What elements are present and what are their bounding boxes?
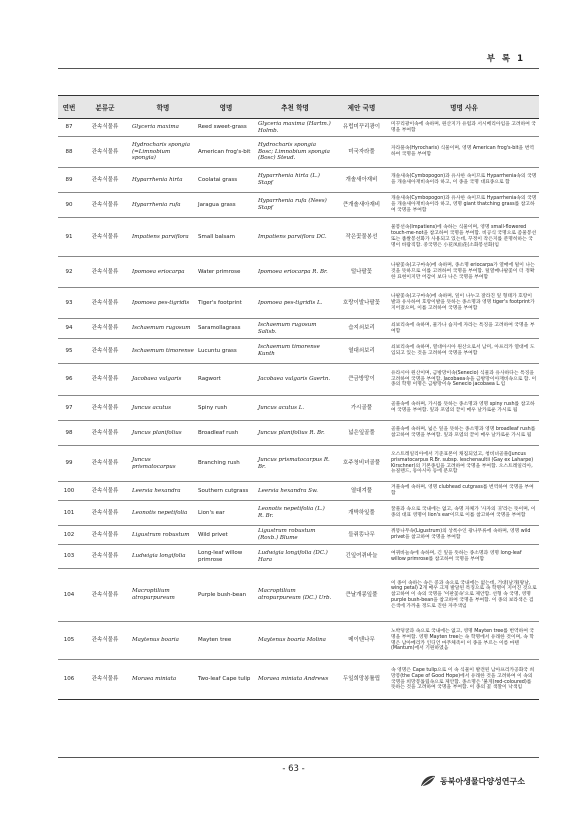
row-recommended-name: Jacobaea vulgaris Gaertn. bbox=[256, 364, 334, 396]
row-naming-reason: 골풀속에 속하며, 넓은 잎을 뜻하는 종소명과 영명 broadleaf rush를 참고하여 국명을 부여함. 잎과 포엽의 끝이 매우 날카로운 가시로 됨 bbox=[389, 421, 539, 446]
row-korean-name: 호주청비녀골풀 bbox=[334, 446, 389, 482]
row-naming-reason: 나팔꽃속(고구마속)에 속하며, 잎이 나누고 잘라진 잎 형태가 호랑이 발과 유사하여 호랑이발을 뜻하는 종소명과 영명 tiger's footprint가 지어졌으며, 이를 고려하여 국명을 부여함 bbox=[389, 288, 539, 319]
table-header-row bbox=[58, 96, 539, 119]
table-row bbox=[58, 119, 539, 137]
row-english-name: Saramollagrass bbox=[196, 319, 256, 339]
row-scientific-name: Ludwigia longifolia bbox=[130, 545, 196, 569]
row-naming-reason: 물봉선속(Impatiens)에 속하는 식물이며, 영명 small-flowered touch-me-not을 참고하여 국명을 부여함. 비공식 국명으로 좀물봉선 또는 좁쌀봉선화가 사용되고 있는데, 꾸정이 작은지를 분명히하는 국명이 바람직함. 중국명은 小花凤仙花(소화봉선화)임 bbox=[389, 218, 539, 257]
row-naming-reason: 겨풀속에 속하며, 영명 clubhead cutgrass를 번역하여 국명을 부여함 bbox=[389, 482, 539, 501]
row-group: 관속식물류 bbox=[80, 364, 130, 396]
row-recommended-name: Macroptilium atropurpureum (DC.) Urb. bbox=[256, 569, 334, 622]
row-number: 91 bbox=[58, 218, 80, 257]
row-scientific-name: Juncus acutus bbox=[130, 396, 196, 421]
row-number: 87 bbox=[58, 119, 80, 137]
row-number: 106 bbox=[58, 660, 80, 700]
row-number: 102 bbox=[58, 526, 80, 545]
row-scientific-name: Hyparrhenia hirta bbox=[130, 168, 196, 193]
row-number: 93 bbox=[58, 288, 80, 319]
row-english-name: Coolatai grass bbox=[196, 168, 256, 193]
row-korean-name: 호랑이발나팔꽃 bbox=[334, 288, 389, 319]
row-scientific-name: Maytenus boaria bbox=[130, 622, 196, 660]
row-naming-reason: 쇠보리속에 속하며, 열대아시아 원산으로서 남미, 아프리카 열대에 도입되고 있는 것을 고려하여 국명을 부여함 bbox=[389, 339, 539, 364]
row-scientific-name: Ischaemum rugosum bbox=[130, 319, 196, 339]
row-english-name: Broadleaf rush bbox=[196, 421, 256, 446]
row-korean-name: 열대겨풀 bbox=[334, 482, 389, 501]
row-group: 관속식물류 bbox=[80, 119, 130, 137]
row-group: 관속식물류 bbox=[80, 288, 130, 319]
row-korean-name: 가시골풀 bbox=[334, 396, 389, 421]
table-row bbox=[58, 482, 539, 501]
row-number: 97 bbox=[58, 396, 80, 421]
header-no: 연번 bbox=[58, 96, 80, 119]
row-korean-name: 큰날개콩잎풀 bbox=[334, 569, 389, 622]
row-english-name: Two-leaf Cape tulip bbox=[196, 660, 256, 700]
row-number: 96 bbox=[58, 364, 80, 396]
row-korean-name: 미국자라풀 bbox=[334, 137, 389, 168]
page-number: - 63 - bbox=[282, 764, 305, 774]
row-english-name: Purple bush-bean bbox=[196, 569, 256, 622]
row-group: 관속식물류 bbox=[80, 482, 130, 501]
row-korean-name: 큰개솔새아재비 bbox=[334, 193, 389, 218]
row-scientific-name: Leonotis nepetifolia bbox=[130, 501, 196, 526]
row-group: 관속식물류 bbox=[80, 137, 130, 168]
header-scientific-name: 학명 bbox=[130, 96, 196, 119]
row-recommended-name: Ischaemum rugosum Salisb. bbox=[256, 319, 334, 339]
table-body bbox=[58, 119, 539, 700]
row-naming-reason: 자라풀속(Hyrocharis) 식물이며, 영명 American frog's-bit을 번역하여 국명을 부여함 bbox=[389, 137, 539, 168]
row-naming-reason: 쥐똥나무속(Ligustrum)의 상록수인 광나무류에 속하며, 영명 wild privet을 참고하여 국명을 부여함 bbox=[389, 526, 539, 545]
row-english-name: Southern cutgrass bbox=[196, 482, 256, 501]
row-group: 관속식물류 bbox=[80, 257, 130, 288]
species-table bbox=[58, 95, 539, 700]
row-number: 100 bbox=[58, 482, 80, 501]
row-scientific-name: Glyceria maxima bbox=[130, 119, 196, 137]
header-recommended-name: 추천 학명 bbox=[256, 96, 334, 119]
table-row bbox=[58, 396, 539, 421]
row-english-name: Spiny rush bbox=[196, 396, 256, 421]
row-scientific-name: Hydrocharis spongia (=Limnobium spongia) bbox=[130, 137, 196, 168]
row-naming-reason: 오스트레일리아에서 기준표본이 채집되었고, 청비녀골풀(Juncus prismatocarpus R.Br. subsp. leschenaultii (Gay ex Laharpe) Kirschner)의 기본종임을 고려하여 국명을 부여함. 오스트레일리아, 뉴질랜드, 동아시아 등에 분포함 bbox=[389, 446, 539, 482]
institute-logo bbox=[419, 774, 525, 788]
row-number: 104 bbox=[58, 569, 80, 622]
appendix-label: 부 록 1 bbox=[486, 54, 525, 64]
table-row bbox=[58, 137, 539, 168]
row-naming-reason: 꿀풀과 속으로 국내에는 없고, 속명 자체가 '사자의 귀'라는 뜻이며, 이 종의 대표 영명이 lion's ear이므로 이를 참고하여 국명을 부여함 bbox=[389, 501, 539, 526]
header-korean-name: 제안 국명 bbox=[334, 96, 389, 119]
row-group: 관속식물류 bbox=[80, 421, 130, 446]
row-naming-reason: 개솔새속(Cymbopogon)과 유사한 속이므로 Hyparrhenia속의 국명을 개솔새아재비속이라 하고, 이 종을 국명 대표종으로 함 bbox=[389, 168, 539, 193]
row-korean-name: 개박하잎풀 bbox=[334, 501, 389, 526]
row-group: 관속식물류 bbox=[80, 569, 130, 622]
table-row bbox=[58, 545, 539, 569]
row-english-name: Jaragua grass bbox=[196, 193, 256, 218]
row-english-name: Small balsam bbox=[196, 218, 256, 257]
row-group: 관속식물류 bbox=[80, 168, 130, 193]
row-number: 92 bbox=[58, 257, 80, 288]
row-scientific-name: Ipomoea pes-tigridis bbox=[130, 288, 196, 319]
footer-rule bbox=[58, 757, 539, 758]
row-recommended-name: Leersia hexandra Sw. bbox=[256, 482, 334, 501]
table-row bbox=[58, 421, 539, 446]
row-english-name: American frog's-bit bbox=[196, 137, 256, 168]
row-english-name: Branching rush bbox=[196, 446, 256, 482]
row-number: 99 bbox=[58, 446, 80, 482]
row-korean-name: 큰금방망이 bbox=[334, 364, 389, 396]
header-rule bbox=[58, 68, 539, 69]
row-english-name: Reed sweet-grass bbox=[196, 119, 256, 137]
row-english-name: Ragwort bbox=[196, 364, 256, 396]
row-korean-name: 들쥐똥나무 bbox=[334, 526, 389, 545]
row-recommended-name: Moraea miniata Andrews bbox=[256, 660, 334, 700]
row-group: 관속식물류 bbox=[80, 218, 130, 257]
row-korean-name: 메이텐나무 bbox=[334, 622, 389, 660]
row-scientific-name: Jacobaea vulgaris bbox=[130, 364, 196, 396]
table-row bbox=[58, 218, 539, 257]
row-korean-name: 털나팔꽃 bbox=[334, 257, 389, 288]
row-number: 95 bbox=[58, 339, 80, 364]
table-row bbox=[58, 168, 539, 193]
row-recommended-name: Ipomoea pes-tigridis L. bbox=[256, 288, 334, 319]
row-korean-name: 긴잎여뀌바늘 bbox=[334, 545, 389, 569]
table-row bbox=[58, 501, 539, 526]
row-recommended-name: Juncus acutus L. bbox=[256, 396, 334, 421]
row-group: 관속식물류 bbox=[80, 319, 130, 339]
row-english-name: Water primrose bbox=[196, 257, 256, 288]
row-scientific-name: Hyparrhenia rufa bbox=[130, 193, 196, 218]
row-recommended-name: Ipomoea eriocarpa R. Br. bbox=[256, 257, 334, 288]
header-naming-reason: 명명 사유 bbox=[389, 96, 539, 119]
row-recommended-name: Juncus prismatocarpus R. Br. bbox=[256, 446, 334, 482]
row-recommended-name: Glyceria maxima (Hartm.) Holmb. bbox=[256, 119, 334, 137]
table-row bbox=[58, 526, 539, 545]
row-scientific-name: Juncus planifolius bbox=[130, 421, 196, 446]
row-recommended-name: Maytenus boaria Molina bbox=[256, 622, 334, 660]
row-naming-reason: 미꾸리광이속에 속하며, 원산지가 유럽과 서시베리아임을 고려하여 국명을 부여함 bbox=[389, 119, 539, 137]
row-english-name: Wild privet bbox=[196, 526, 256, 545]
row-recommended-name: Ischaemum timorense Kunth bbox=[256, 339, 334, 364]
table-row bbox=[58, 193, 539, 218]
row-naming-reason: 이 종이 속하는 속은 콩과 속으로 국내에는 없는데, 거대(날개(왕날, wing petal) 2개 매우 크게 발달된 특징으로 속 학명이 지어진 것으로 참고하여 이 속의 국명을 '이판꽃속'으로 제안함. 선형 속 국명, 영명 purple bush-bean을 참고하여 국명을 부여함. 이 종의 보라색은 검은색에 가까울 정도로 진한 자주색임 bbox=[389, 569, 539, 622]
row-naming-reason: 나팔꽃속(고구마속)에 속하며, 종소명 eriocarpa가 열매에 털이 나는 것을 뜻하므로 이를 고려하여 국명을 부여함. 털열매나팔꽃이 더 정확한 표현이지만 어감이 보다 나은 국명을 부여함 bbox=[389, 257, 539, 288]
row-english-name: Lucuntu grass bbox=[196, 339, 256, 364]
header-english-name: 영명 bbox=[196, 96, 256, 119]
row-recommended-name: Ludwigia longifolia (DC.) Hara bbox=[256, 545, 334, 569]
row-scientific-name: Juncus prismatocarpus bbox=[130, 446, 196, 482]
row-group: 관속식물류 bbox=[80, 339, 130, 364]
table-row bbox=[58, 257, 539, 288]
row-naming-reason: 쇠보리속에 속하며, 물가나 습지에 자라는 특징을 고려하여 국명을 부여함 bbox=[389, 319, 539, 339]
row-group: 관속식물류 bbox=[80, 501, 130, 526]
row-naming-reason: 노박덩굴과 속으로 국내에는 없고, 영명 Mayten tree를 번역하여 국명을 부여함. 영명 Mayten tree는 속 학명에서 유래한 것이며, 속 학명은 남아메리카 인디언 마푸체족이 이 종을 부르는 이름 마텐(Mantum)에서 기원하였음 bbox=[389, 622, 539, 660]
row-korean-name: 넓은잎골풀 bbox=[334, 421, 389, 446]
row-recommended-name: Juncus planifolius R. Br. bbox=[256, 421, 334, 446]
row-korean-name: 습지쇠보리 bbox=[334, 319, 389, 339]
row-scientific-name: Ipomoea eriocarpa bbox=[130, 257, 196, 288]
row-group: 관속식물류 bbox=[80, 660, 130, 700]
row-korean-name: 개솔새아재비 bbox=[334, 168, 389, 193]
row-naming-reason: 개솔새속(Cymbopogon)과 유사한 속이므로 Hyparrhenia속의 국명을 개솔새아재비속이라 하고, 영명 giant thatching grass를 참고하여 국명을 부여함 bbox=[389, 193, 539, 218]
row-naming-reason: 유라시아 원산이며, 금방망이속(Senecio) 식물과 유사하다는 특징을 고려하여 국명을 부여함. Jacobaea속을 금방망이아재비속으로 함. 이 종의 학명 이명은 금방망이속 Senecio jacobaea L.임 bbox=[389, 364, 539, 396]
table-row bbox=[58, 364, 539, 396]
row-number: 94 bbox=[58, 319, 80, 339]
row-number: 101 bbox=[58, 501, 80, 526]
row-recommended-name: Hyparrhenia hirta (L.) Stapf bbox=[256, 168, 334, 193]
table-row bbox=[58, 288, 539, 319]
table-row bbox=[58, 339, 539, 364]
row-number: 90 bbox=[58, 193, 80, 218]
table-row bbox=[58, 660, 539, 700]
row-naming-reason: 여뀌바늘속에 속하며, 긴 잎을 뜻하는 종소명과 영명 long-leaf willow primrose를 참고하여 국명을 부여함 bbox=[389, 545, 539, 569]
row-group: 관속식물류 bbox=[80, 545, 130, 569]
row-group: 관속식물류 bbox=[80, 526, 130, 545]
row-naming-reason: 골풀속에 속하며, 가시를 뜻하는 종소명과 영명 spiny rush를 참고하여 국명을 부여함. 잎과 포엽의 끝이 매우 날카로운 가시로 됨 bbox=[389, 396, 539, 421]
row-korean-name: 유럽미꾸리광이 bbox=[334, 119, 389, 137]
row-english-name: Long-leaf willow primrose bbox=[196, 545, 256, 569]
row-recommended-name: Ligustrum robustum (Roxb.) Blume bbox=[256, 526, 334, 545]
row-scientific-name: Moraea miniata bbox=[130, 660, 196, 700]
row-number: 98 bbox=[58, 421, 80, 446]
row-korean-name: 작은꽃물봉선 bbox=[334, 218, 389, 257]
row-recommended-name: Leonotis nepetifolia (L.) R. Br. bbox=[256, 501, 334, 526]
row-english-name: Lion's ear bbox=[196, 501, 256, 526]
leaf-logo-icon bbox=[419, 774, 437, 788]
row-english-name: Mayten tree bbox=[196, 622, 256, 660]
row-number: 103 bbox=[58, 545, 80, 569]
row-number: 105 bbox=[58, 622, 80, 660]
table-row bbox=[58, 569, 539, 622]
row-recommended-name: Impatiens parviflora DC. bbox=[256, 218, 334, 257]
row-scientific-name: Impatiens parviflora bbox=[130, 218, 196, 257]
row-number: 88 bbox=[58, 137, 80, 168]
row-scientific-name: Leersia hexandra bbox=[130, 482, 196, 501]
row-number: 89 bbox=[58, 168, 80, 193]
row-scientific-name: Ischaemum timorense bbox=[130, 339, 196, 364]
row-naming-reason: 속 영명은 Cape tulip으로 이 속 식물이 발견된 남아프리카공화국 희망봉(the Cape of Good Hope)에서 유래한 것을 고려하여 이 속의 국명을 희망봉튤립속으로 제안함. 종소명은 '붉게(red-coloured)를 뜻하는 것을 고려하여 국명을 부여함. 이 종의 꽃 색깔이 낙색임 bbox=[389, 660, 539, 700]
row-scientific-name: Ligustrum robustum bbox=[130, 526, 196, 545]
header-group: 분류군 bbox=[80, 96, 130, 119]
table-row bbox=[58, 622, 539, 660]
table-row bbox=[58, 319, 539, 339]
row-group: 관속식물류 bbox=[80, 193, 130, 218]
row-group: 관속식물류 bbox=[80, 446, 130, 482]
row-scientific-name: Macroptilium atropurpureum bbox=[130, 569, 196, 622]
row-group: 관속식물류 bbox=[80, 396, 130, 421]
row-english-name: Tiger's footprint bbox=[196, 288, 256, 319]
institute-name: 동북아생물다양성연구소 bbox=[439, 776, 525, 786]
row-recommended-name: Hydrocharis spongia Bosc; Limnobium spongia (Bosc) Steud. bbox=[256, 137, 334, 168]
table-row bbox=[58, 446, 539, 482]
row-group: 관속식물류 bbox=[80, 622, 130, 660]
row-korean-name: 열대쇠보리 bbox=[334, 339, 389, 364]
row-korean-name: 두잎희망봉튤립 bbox=[334, 660, 389, 700]
row-recommended-name: Hyparrhenia rufa (Nees) Stapf bbox=[256, 193, 334, 218]
